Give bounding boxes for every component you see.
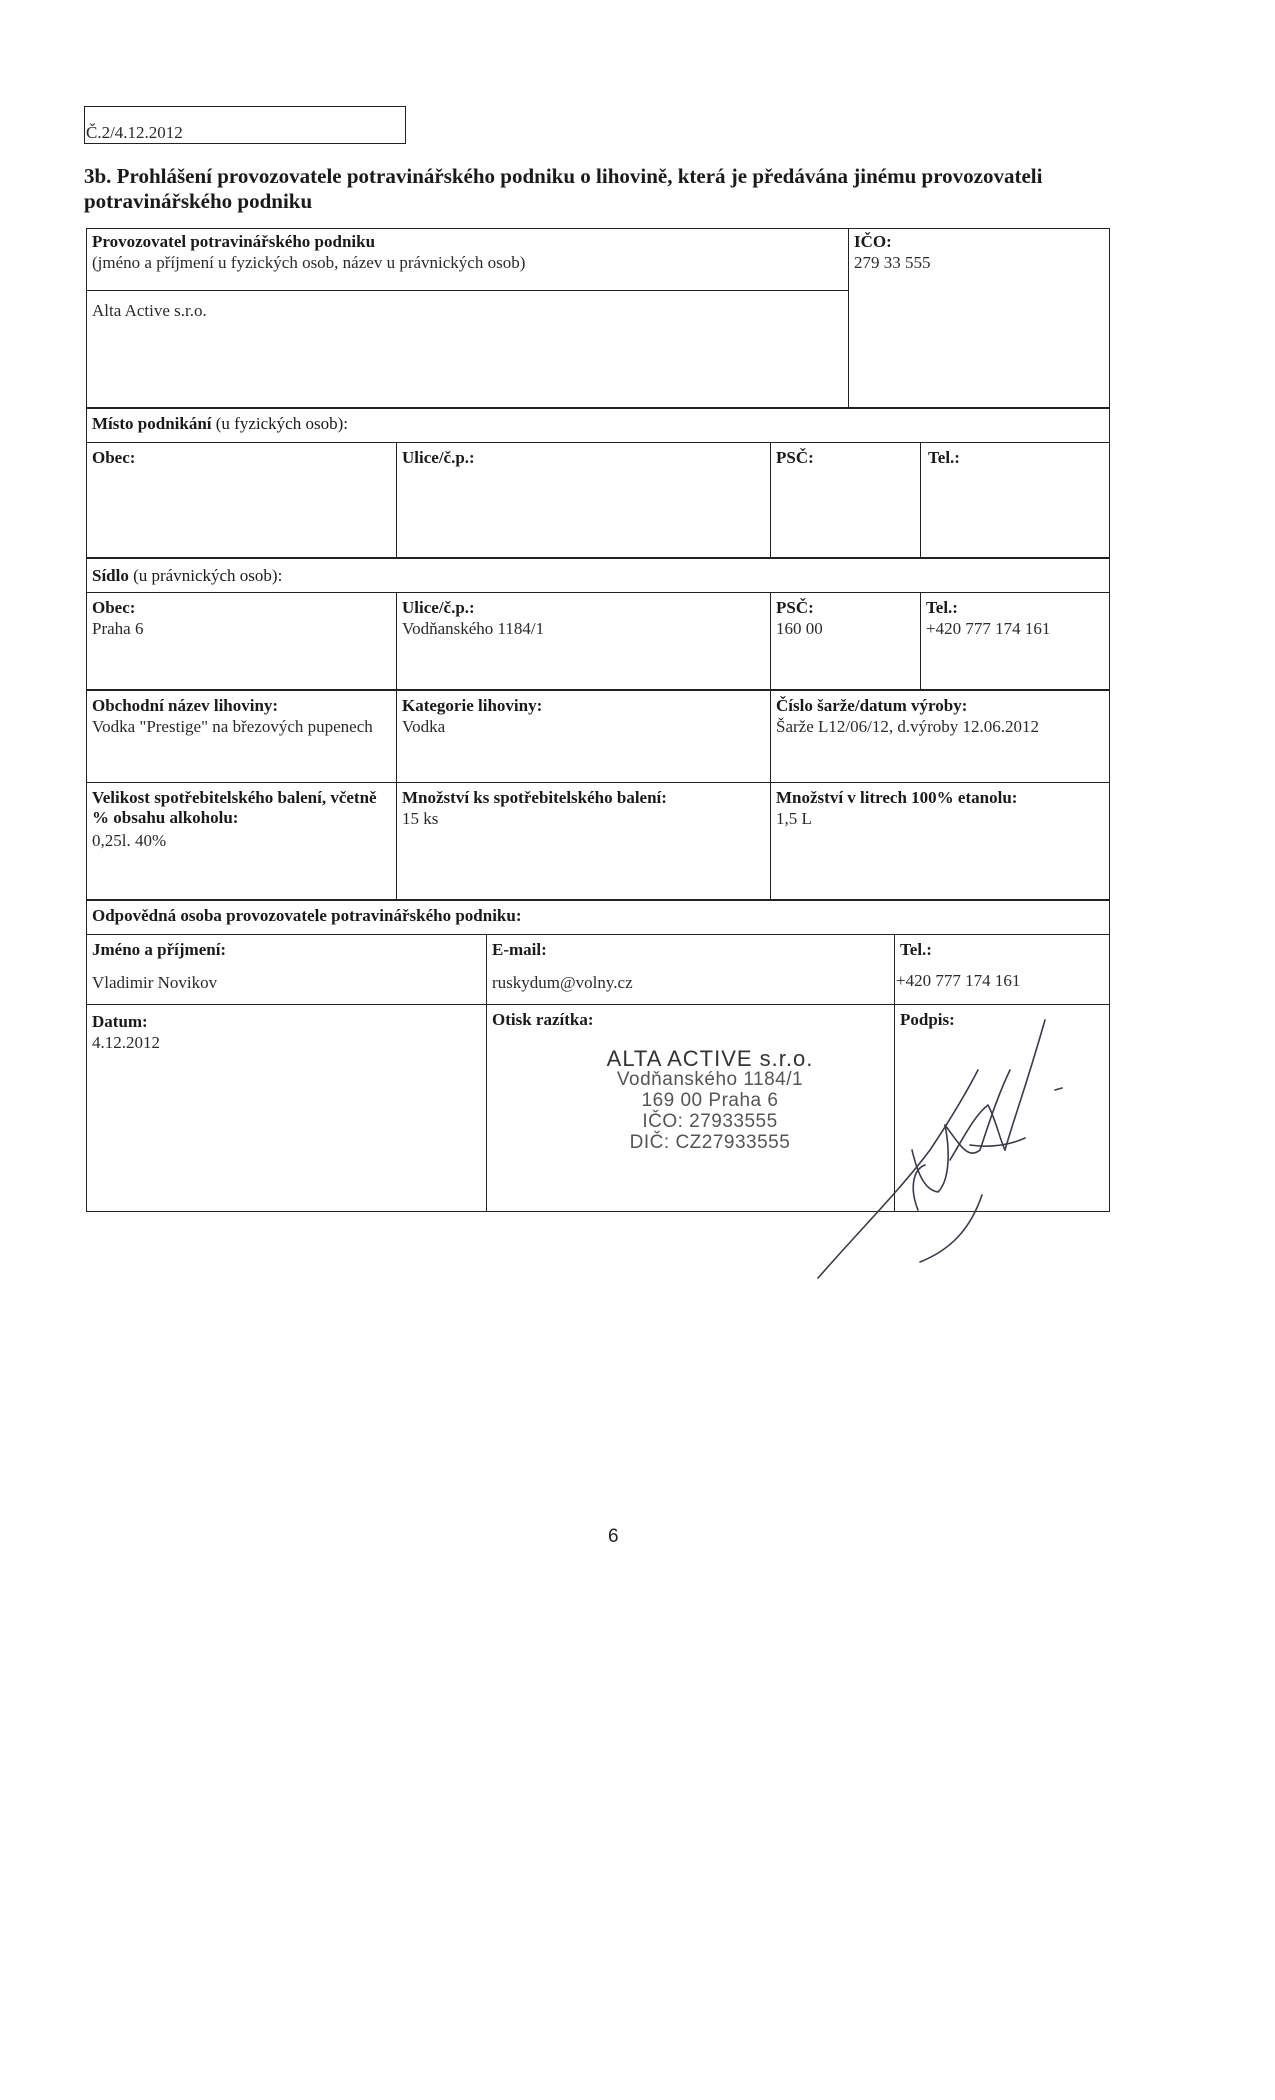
bp-col-divider-1 (396, 442, 397, 558)
package-size-value: 0,25l. 40% (92, 831, 167, 850)
liters-label: Množství v litrech 100% etanolu: (776, 788, 1018, 807)
bp-obec-label: Obec: (92, 448, 136, 467)
seat-col-divider-3 (920, 592, 921, 690)
product-col-divider-2 (770, 690, 771, 900)
liters-value: 1,5 L (776, 809, 812, 828)
seat-col-divider-1 (396, 592, 397, 690)
product-col-divider-1 (396, 690, 397, 900)
operator-sublabel: (jméno a příjmení u fyzických osob, název u právnických osob) (92, 253, 526, 272)
package-size-label: Velikost spotřebitelského balení, včetně % obsahu alkoholu: (92, 788, 377, 827)
signature-label: Podpis: (900, 1010, 955, 1029)
operator-name-divider (86, 290, 848, 291)
business-place-label-bold: Místo podnikání (92, 414, 212, 433)
seat-tel-label: Tel.: (926, 598, 958, 617)
responsible-name-label: Jméno a příjmení: (92, 940, 227, 959)
responsible-header: Odpovědná osoba provozovatele potravinářského podniku: (92, 906, 522, 925)
ico-value: 279 33 555 (854, 253, 931, 272)
date-label: Datum: (92, 1012, 148, 1031)
seat-psc-label: PSČ: (776, 598, 814, 617)
trade-name-value: Vodka "Prestige" na březových pupenech (92, 717, 373, 736)
business-place-header-divider (86, 442, 1110, 443)
responsible-tel-label: Tel.: (900, 940, 932, 959)
bp-tel-label: Tel.: (928, 448, 960, 467)
seat-header-divider (86, 592, 1110, 593)
responsible-name-value: Vladimir Novikov (92, 973, 218, 992)
stamp-dic: DIČ: CZ27933555 (629, 1132, 791, 1153)
handwritten-signature (800, 1000, 1130, 1300)
ico-label: IČO: (854, 232, 892, 251)
page-number: 6 (608, 1526, 619, 1547)
batch-label: Číslo šarže/datum výroby: (776, 696, 968, 715)
seat-ulice-label: Ulice/č.p.: (402, 598, 475, 617)
bp-psc-label: PSČ: (776, 448, 814, 467)
category-value: Vodka (402, 717, 446, 736)
package-count-value: 15 ks (402, 809, 439, 828)
stamp-label: Otisk razítka: (492, 1010, 594, 1029)
stamp-city: 169 00 Praha 6 (641, 1090, 779, 1111)
operator-name: Alta Active s.r.o. (92, 301, 207, 320)
bp-ulice-label: Ulice/č.p.: (402, 448, 475, 467)
bp-col-divider-3 (920, 442, 921, 558)
seat-psc-value: 160 00 (776, 619, 823, 638)
seat-label-rest: (u právnických osob): (128, 566, 283, 585)
package-count-label: Množství ks spotřebitelského balení: (402, 788, 667, 807)
responsible-header-divider (86, 934, 1110, 935)
bp-col-divider-2 (770, 442, 771, 558)
responsible-email-value: ruskydum@volny.cz (492, 973, 633, 992)
date-value: 4.12.2012 (92, 1033, 160, 1052)
seat-label (92, 566, 282, 586)
business-place-label-rest: (u fyzických osob): (211, 414, 348, 433)
stamp-company-name: ALTA ACTIVE s.r.o. (606, 1046, 814, 1071)
responsible-tel-value: +420 777 174 161 (896, 971, 1021, 990)
operator-divider (848, 228, 849, 408)
trade-name-label: Obchodní název lihoviny: (92, 696, 279, 715)
business-place-label (92, 414, 348, 434)
seat-ulice-value: Vodňanského 1184/1 (402, 619, 545, 638)
stamp-street: Vodňanského 1184/1 (616, 1069, 804, 1090)
product-row-divider (86, 782, 1110, 783)
seat-obec-value: Praha 6 (92, 619, 144, 638)
seat-label-bold: Sídlo (92, 566, 129, 585)
responsible-col-divider-1 (486, 934, 487, 1212)
category-label: Kategorie lihoviny: (402, 696, 543, 715)
responsible-email-label: E-mail: (492, 940, 547, 959)
page-title: 3b. Prohlášení provozovatele potravinářského podniku o lihovině, která je předávána jinému provozovateli potravinářského podniku (84, 164, 1043, 213)
operator-label: Provozovatel potravinářského podniku (92, 232, 376, 251)
seat-tel-value: +420 777 174 161 (926, 619, 1051, 638)
seat-obec-label: Obec: (92, 598, 136, 617)
stamp-ico: IČO: 27933555 (642, 1111, 778, 1132)
seat-col-divider-2 (770, 592, 771, 690)
ref-number: Č.2/4.12.2012 (86, 123, 183, 142)
batch-value: Šarže L12/06/12, d.výroby 12.06.2012 (776, 717, 1039, 736)
